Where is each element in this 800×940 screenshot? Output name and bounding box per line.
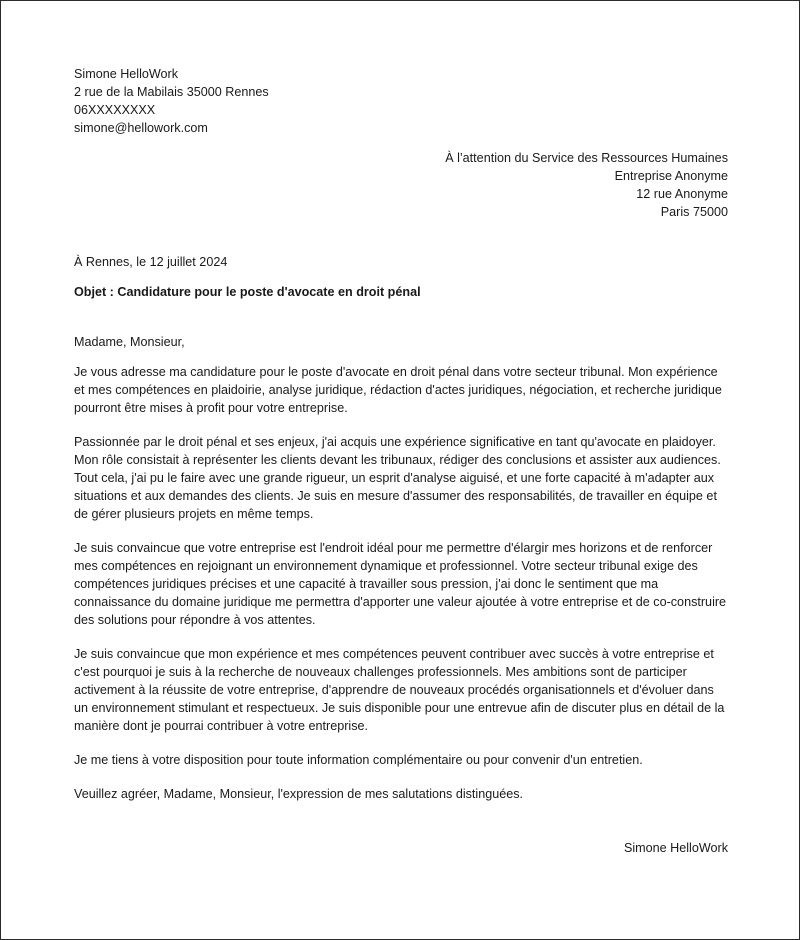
sender-name: Simone HelloWork [74,67,179,81]
recipient-company: Entreprise Anonyme [614,169,728,183]
sender-phone: 06XXXXXXXX [74,103,156,117]
salutation: Madame, Monsieur, [74,335,185,349]
body-paragraph: Je suis convaincue que mon expérience et mes compétences peuvent contribuer avec succès à votre entreprise et c'est pourquoi je suis à la recherche de nouveaux challenges professionnels. Mes ambitions sont de participer activement à la réussite de votre entreprise, d'apprendre de nouveaux procédés organisationnels et d'évoluer dans un environnement stimulant et respectueux. Je suis disponible pour une entrevue afin de discuter plus en détail de la manière dont je pourrai contribuer à votre entreprise. [74,647,725,733]
date-line: À Rennes, le 12 juillet 2024 [74,255,228,269]
recipient-attention: À l’attention du Service des Ressources Humaines [445,151,728,165]
signature: Simone HelloWork [623,841,728,855]
body-paragraph: Passionnée par le droit pénal et ses enjeux, j'ai acquis une expérience significative en tant qu'avocate en plaidoyer. Mon rôle consistait à représenter les clients devant les tribunaux, rédiger des conclusions et assister aux audiences. Tout cela, j'ai pu le faire avec une grande rigueur, un esprit d'analyse aiguisé, et une forte capacité à m'adapter aux situations et aux demandes des clients. Je suis en mesure d'assumer des responsabilités, de travailler en équipe et de gérer plusieurs projets en même temps. [74,435,721,521]
body-paragraph: Je suis convaincue que votre entreprise est l'endroit idéal pour me permettre d'élargir mes horizons et de renforcer mes compétences en rejoignant un environnement dynamique et professionnel. Votre secteur tribunal exige des compétences juridiques précises et une capacité à travailler sous pression, j'ai donc le sentiment que ma connaissance du domaine juridique me permettra d'apporter une valeur ajoutée à votre entreprise et de co-construire des solutions pour répondre à vos attentes. [74,541,727,627]
body-paragraph: Je vous adresse ma candidature pour le poste d'avocate en droit pénal dans votre secteur tribunal. Mon expérience et mes compétences en plaidoirie, analyse juridique, rédaction d'actes juridiques, négociation, et recherche juridique pourront être mises à profit pour votre entreprise. [74,365,722,415]
recipient-block [74,149,728,221]
closing-formula: Veuillez agréer, Madame, Monsieur, l'expression de mes salutations distinguées. [74,787,524,801]
sender-address: 2 rue de la Mabilais 35000 Rennes [74,85,269,99]
recipient-city: Paris 75000 [660,205,728,219]
sender-email: simone@hellowork.com [74,121,208,135]
sender-block [74,65,728,137]
recipient-street: 12 rue Anonyme [636,187,728,201]
letter-content [74,65,728,857]
closing-availability: Je me tiens à votre disposition pour toute information complémentaire ou pour convenir d'un entretien. [74,753,643,767]
subject-line: Objet : Candidature pour le poste d'avocate en droit pénal [74,285,421,299]
